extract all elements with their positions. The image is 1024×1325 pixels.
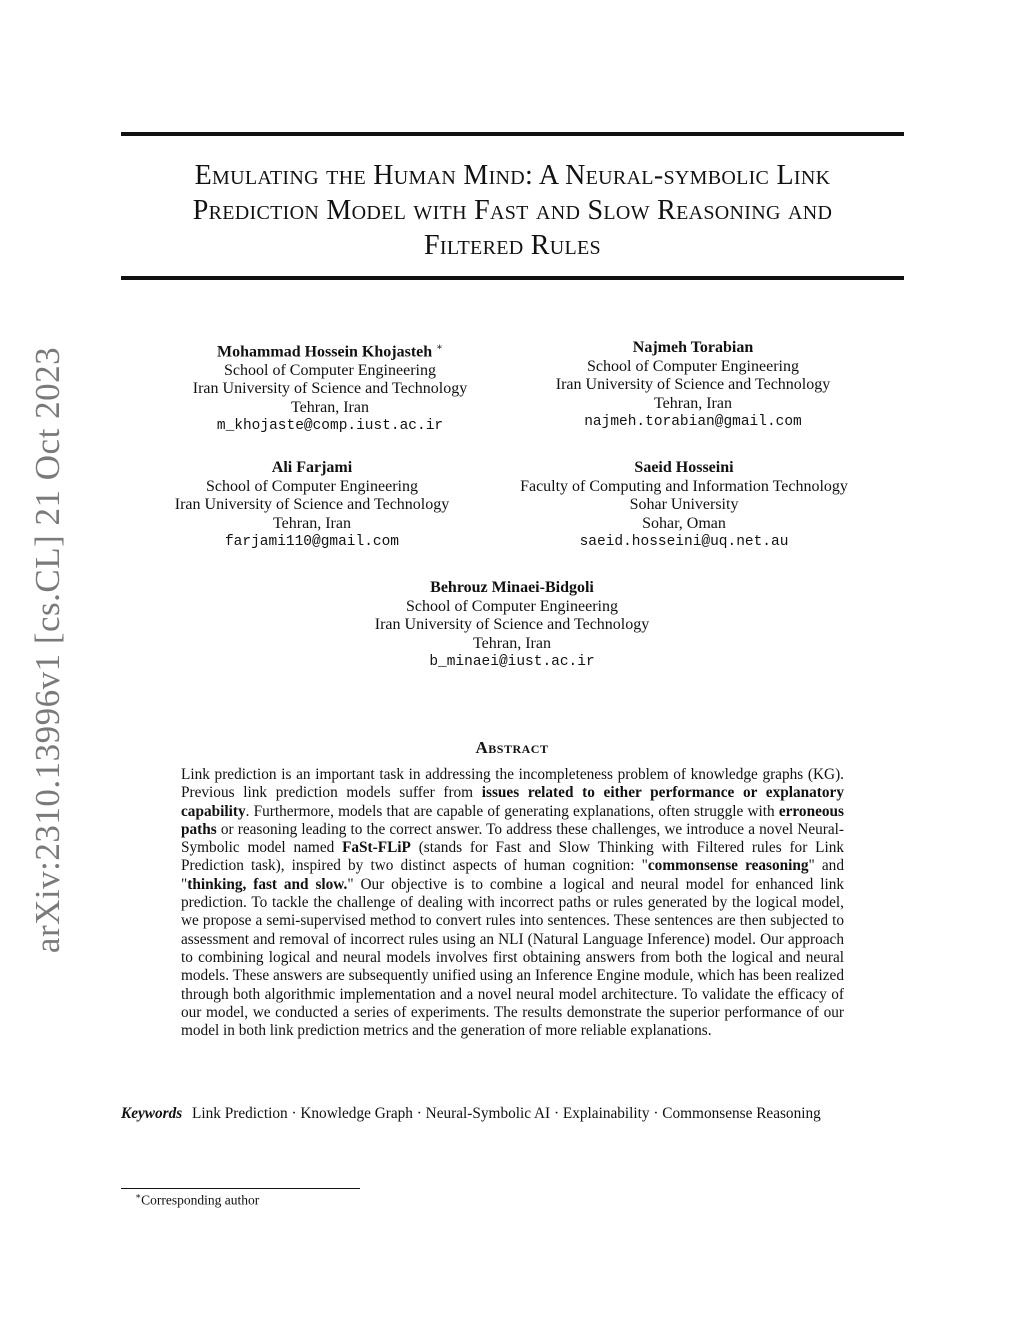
author-dept: School of Computer Engineering xyxy=(224,361,436,379)
keywords-label: Keywords xyxy=(121,1105,183,1122)
paper-title xyxy=(121,158,904,263)
footnote xyxy=(135,1191,259,1209)
author-institution: Iran University of Science and Technology xyxy=(555,376,831,393)
title-line-1: Emulating the Human Mind: A Neural-symbolic Link xyxy=(194,160,831,191)
author-email[interactable]: m_khojaste@comp.iust.ac.ir xyxy=(216,418,444,435)
author-block-1 xyxy=(160,339,500,436)
author-institution: Sohar University xyxy=(629,496,739,513)
title-line-2: Prediction Model with Fast and Slow Reasoning and xyxy=(192,195,833,226)
author-location: Tehran, Iran xyxy=(654,394,732,412)
footnote-mark: ∗ xyxy=(135,1191,142,1201)
author-name: Ali Farjami xyxy=(271,459,353,476)
author-dept: Faculty of Computing and Information Technology xyxy=(520,477,848,495)
author-location: Tehran, Iran xyxy=(291,398,369,416)
title-top-rule xyxy=(121,132,904,136)
author-block-3 xyxy=(142,459,482,552)
abstract-body: Link prediction is an important task in addressing the incompleteness problem of knowledge graphs (KG). Previous link prediction models suffer from issues related to either performance or explanatory capability. Furthermore, models that are capable of generating explanations, often struggle with erroneous paths or reasoning leading to the correct answer. To address these challenges, we introduce a novel Neural-Symbolic model named FaSt-FLiP (stands for Fast and Slow Thinking with Filtered rules for Link Prediction task), inspired by two distinct aspects of human cognition: "commonsense reasoning" and "thinking, fast and slow." Our objective is to combine a logical and neural model for enhanced link prediction. To tackle the challenge of dealing with incorrect paths or rules generated by the logical model, we propose a semi-supervised method to convert rules into sentences. These sentences are then subjected to assessment and removal of incorrect rules using an NLI (Natural Language Inference) model. Our approach to combining logical and neural models involves first obtaining answers from both the logical and neural models. These answers are subsequently unified using an Inference Engine module, which has been realized through both algorithmic implementation and a novel neural model architecture. To validate the efficacy of our model, we conducted a series of experiments. The results demonstrate the superior performance of our model in both link prediction metrics and the generation of more reliable explanations. xyxy=(181,766,844,1040)
author-name: Najmeh Torabian xyxy=(632,339,754,356)
author-institution: Iran University of Science and Technology xyxy=(374,616,650,633)
author-block-5 xyxy=(342,579,682,672)
author-block-4 xyxy=(494,459,874,552)
keywords-line xyxy=(121,1104,921,1124)
author-email[interactable]: farjami110@gmail.com xyxy=(224,534,400,550)
footnote-text: Corresponding author xyxy=(141,1192,260,1208)
author-block-2 xyxy=(523,339,863,432)
author-institution: Iran University of Science and Technology xyxy=(174,496,450,513)
author-location: Sohar, Oman xyxy=(642,514,726,532)
author-institution: Iran University of Science and Technology xyxy=(192,380,468,398)
abstract-heading: Abstract xyxy=(475,738,549,757)
arxiv-stamp: arXiv:2310.13996v1 [cs.CL] 21 Oct 2023 xyxy=(28,346,67,954)
author-dept: School of Computer Engineering xyxy=(587,357,799,375)
author-name: Saeid Hosseini xyxy=(634,459,734,476)
title-line-3: Filtered Rules xyxy=(424,230,601,261)
footnote-rule xyxy=(121,1188,360,1189)
author-email[interactable]: najmeh.torabian@gmail.com xyxy=(584,414,802,430)
corresponding-mark: ∗ xyxy=(436,342,443,353)
keywords-list: Link Prediction · Knowledge Graph · Neural-Symbolic AI · Explainability · Commonsense Reasoning xyxy=(192,1105,821,1122)
author-location: Tehran, Iran xyxy=(273,514,351,532)
author-name: Mohammad Hossein Khojasteh ∗ xyxy=(217,342,443,361)
author-location: Tehran, Iran xyxy=(473,634,551,652)
author-email[interactable]: b_minaei@iust.ac.ir xyxy=(429,654,595,670)
author-name: Behrouz Minaei-Bidgoli xyxy=(430,579,594,596)
author-email[interactable]: saeid.hosseini@uq.net.au xyxy=(579,534,789,550)
author-dept: School of Computer Engineering xyxy=(206,477,418,495)
author-dept: School of Computer Engineering xyxy=(406,597,618,615)
title-bottom-rule xyxy=(121,276,904,280)
